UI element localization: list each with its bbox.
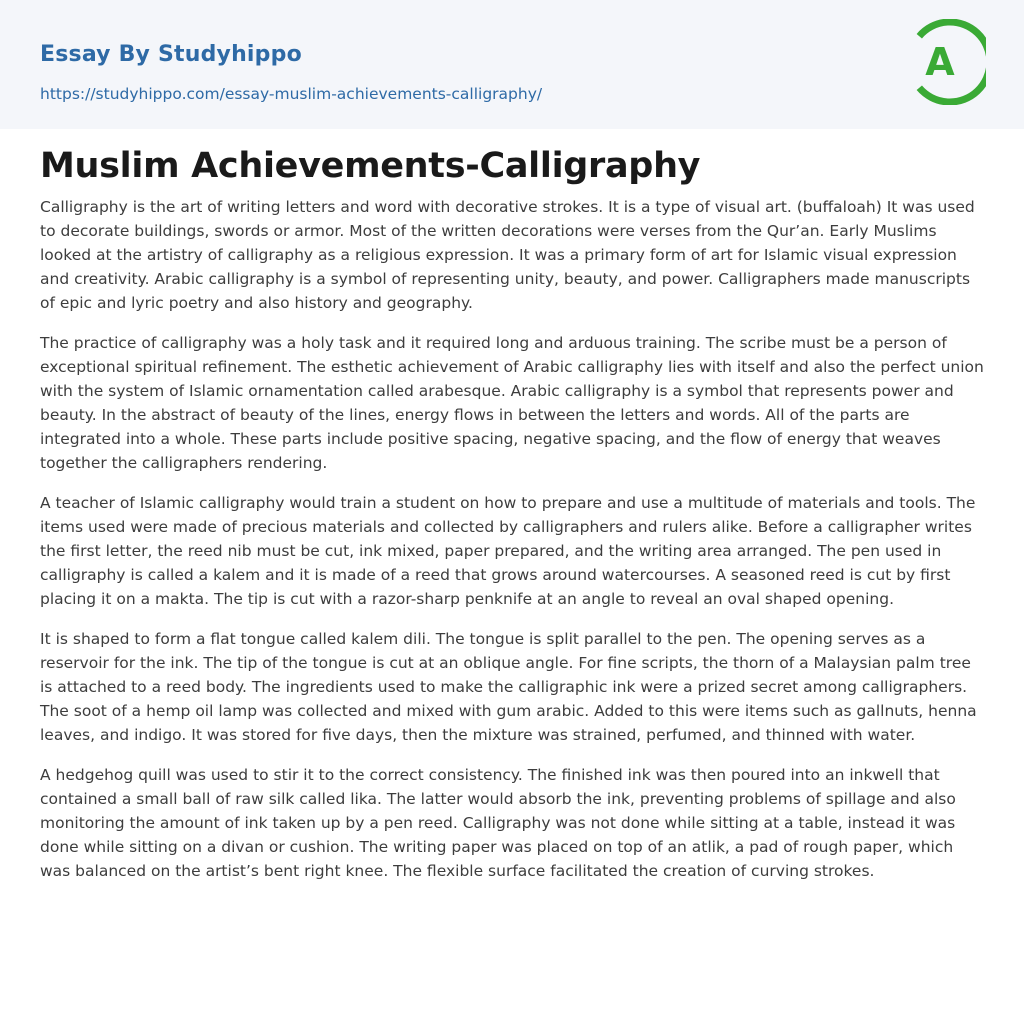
essay-paragraph: A hedgehog quill was used to stir it to the correct consistency. The finished ink was then poured into an inkwell that contained a small ball of raw silk called lika. The latter would absorb the ink, preventing problems of spillage and also monitoring the amount of ink taken up by a pen reed. Calligraphy was not done while sitting at a table, instead it was done while sitting on a divan or cushion. The writing paper was placed on top of an atlik, a pad of rough paper, which was balanced on the artist’s bent right knee. The flexible surface facilitated the creation of curving strokes. [40, 766, 956, 880]
site-brand[interactable]: Essay By Studyhippo [40, 42, 302, 67]
essay-paragraph: The practice of calligraphy was a holy task and it required long and arduous training. The scribe must be a person of exceptional spiritual refinement. The esthetic achievement of Arabic calligraphy lies with itself and also the perfect union with the system of Islamic ornamentation called arabesque. Arabic calligraphy is a symbol that represents power and beauty. In the abstract of beauty of the lines, energy flows in between the letters and words. All of the parts are integrated into a whole. These parts include positive spacing, negative spacing, and the flow of energy that weaves together the calligraphers rendering. [40, 334, 984, 472]
essay-paragraph: A teacher of Islamic calligraphy would train a student on how to prepare and use a multitude of materials and tools. The items used were made of precious materials and collected by calligraphers and rulers alike. Before a calligrapher writes the first letter, the reed nib must be cut, ink mixed, paper prepared, and the writing area arranged. The pen used in calligraphy is called a kalem and it is made of a reed that grows around watercourses. A seasoned reed is cut by first placing it on a makta. The tip is cut with a razor-sharp penknife at an angle to reveal an oval shaped opening. [40, 494, 976, 608]
essay-url-link[interactable]: https://studyhippo.com/essay-muslim-achievements-calligraphy/ [40, 85, 543, 103]
site-header [0, 0, 1024, 129]
studyhippo-logo-icon[interactable] [912, 19, 986, 105]
logo-letter: A [925, 40, 955, 84]
essay-paragraph: It is shaped to form a flat tongue called kalem dili. The tongue is split parallel to the pen. The opening serves as a reservoir for the ink. The tip of the tongue is cut at an oblique angle. For fine scripts, the thorn of a Malaysian palm tree is attached to a reed body. The ingredients used to make the calligraphic ink were a prized secret among calligraphers. The soot of a hemp oil lamp was collected and mixed with gum arabic. Added to this were items such as gallnuts, henna leaves, and indigo. It was stored for five days, then the mixture was strained, perfumed, and thinned with water. [40, 630, 977, 744]
essay-title: Muslim Achievements-Calligraphy [40, 146, 701, 186]
essay-body [40, 195, 986, 899]
essay-paragraph: Calligraphy is the art of writing letters and word with decorative strokes. It is a type of visual art. (buffaloah) It was used to decorate buildings, swords or armor. Most of the written decorations were verses from the Qur’an. Early Muslims looked at the artistry of calligraphy as a religious expression. It was a primary form of art for Islamic visual expression and creativity. Arabic calligraphy is a symbol of representing unity, beauty, and power. Calligraphers made manuscripts of epic and lyric poetry and also history and geography. [40, 198, 975, 312]
